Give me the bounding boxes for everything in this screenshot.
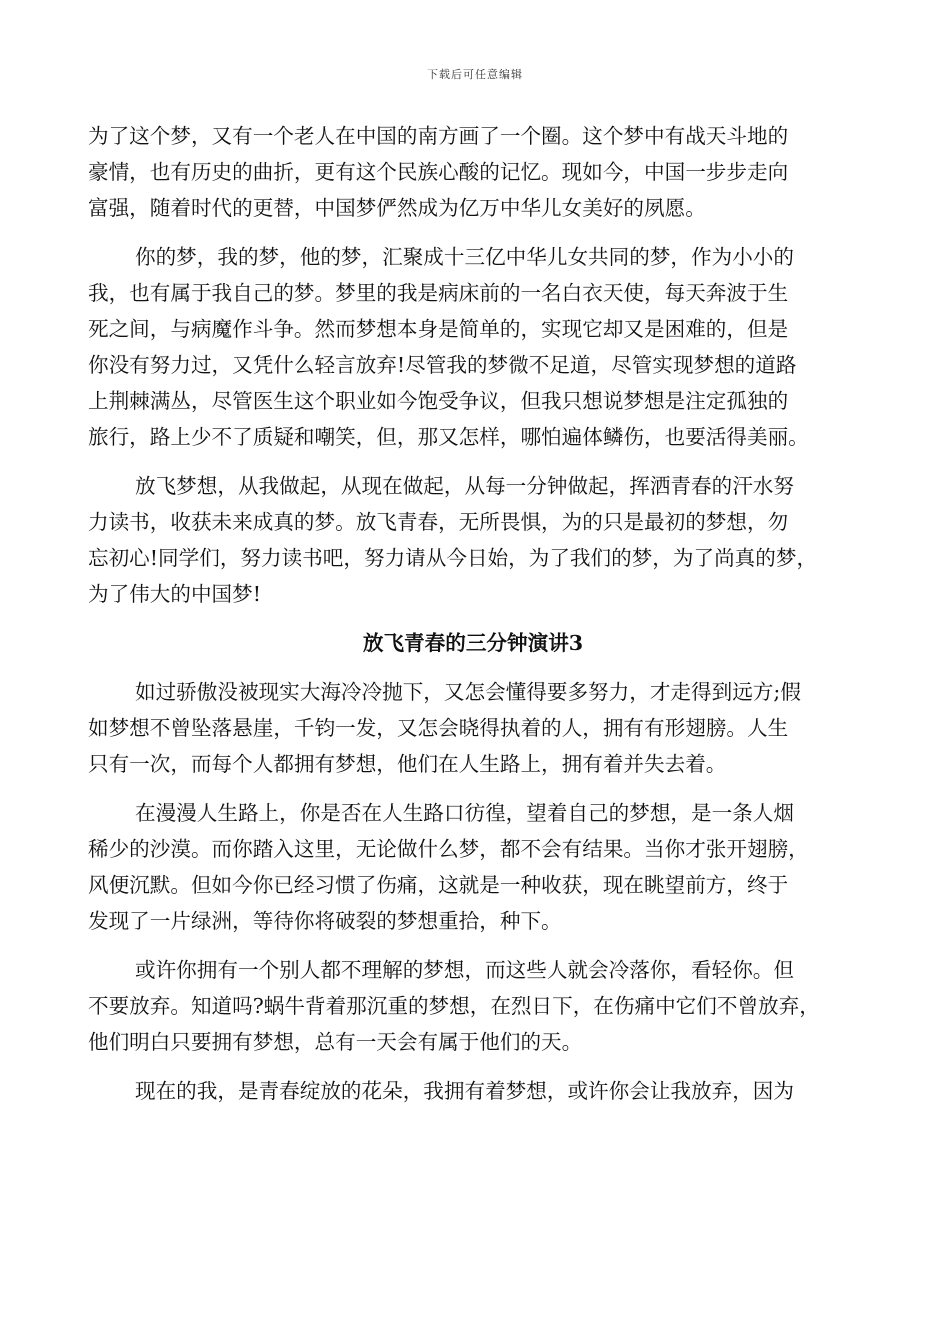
text-line: 发现了一片绿洲，等待你将破裂的梦想重拾，种下。 <box>88 909 562 933</box>
document-body <box>88 118 858 1122</box>
text-line: 或许你拥有一个别人都不理解的梦想，而这些人就会冷落你，看轻你。但 <box>135 958 794 982</box>
text-line: 为了伟大的中国梦! <box>88 582 262 606</box>
paragraph <box>88 239 858 455</box>
text-line: 风便沉默。但如今你已经习惯了伤痛，这就是一种收获，现在眺望前方，终于 <box>88 873 789 897</box>
text-line: 我，也有属于我自己的梦。梦里的我是病床前的一名白衣天使，每天奔波于生 <box>88 281 789 305</box>
text-line: 豪情，也有历史的曲折，更有这个民族心酸的记忆。现如今，中国一步步走向 <box>88 160 789 184</box>
text-line: 现在的我，是青春绽放的花朵，我拥有着梦想，或许你会让我放弃，因为 <box>135 1079 794 1103</box>
text-line: 如过骄傲没被现实大海冷冷抛下，又怎会懂得要多努力，才走得到远方;假 <box>135 680 801 704</box>
section-heading: 放飞青春的三分钟演讲3 <box>362 631 584 655</box>
text-line: 放飞梦想，从我做起，从现在做起，从每一分钟做起，挥洒青春的汗水努 <box>135 474 794 498</box>
text-line: 上荆棘满丛，尽管医生这个职业如今饱受争议，但我只想说梦想是注定孤独的 <box>88 389 789 413</box>
text-line: 为了这个梦，又有一个老人在中国的南方画了一个圈。这个梦中有战天斗地的 <box>88 124 789 148</box>
paragraph <box>88 795 858 939</box>
paragraph <box>88 674 858 782</box>
paragraph <box>88 952 858 1060</box>
text-line: 如梦想不曾坠落悬崖，千钧一发，又怎会晓得执着的人，拥有有形翅膀。人生 <box>88 716 789 740</box>
text-line: 只有一次，而每个人都拥有梦想，他们在人生路上，拥有着并失去着。 <box>88 752 727 776</box>
text-line: 富强，随着时代的更替，中国梦俨然成为亿万中华儿女美好的夙愿。 <box>88 196 706 220</box>
section-after <box>88 674 858 1109</box>
text-line: 不要放弃。知道吗?蜗牛背着那沉重的梦想，在烈日下，在伤痛中它们不曾放弃， <box>88 994 820 1018</box>
text-line: 你没有努力过，又凭什么轻言放弃!尽管我的梦微不足道，尽管实现梦想的道路 <box>88 353 797 377</box>
page-header-note: 下载后可任意编辑 <box>427 68 523 81</box>
paragraph <box>88 118 858 226</box>
text-line: 力读书，收获未来成真的梦。放飞青春，无所畏惧，为的只是最初的梦想，勿 <box>88 510 789 534</box>
paragraph <box>88 1073 858 1109</box>
text-line: 在漫漫人生路上，你是否在人生路口彷徨，望着自己的梦想，是一条人烟 <box>135 801 794 825</box>
text-line: 他们明白只要拥有梦想，总有一天会有属于他们的天。 <box>88 1030 583 1054</box>
text-line: 你的梦，我的梦，他的梦，汇聚成十三亿中华儿女共同的梦，作为小小的 <box>135 245 794 269</box>
text-line: 旅行，路上少不了质疑和嘲笑，但，那又怎样，哪怕遍体鳞伤，也要活得美丽。 <box>88 425 809 449</box>
section-before <box>88 118 858 612</box>
paragraph <box>88 468 858 612</box>
text-line: 忘初心!同学们，努力读书吧，努力请从今日始，为了我们的梦，为了尚真的梦， <box>88 546 818 570</box>
text-line: 死之间，与病魔作斗争。然而梦想本身是简单的，实现它却又是困难的，但是 <box>88 317 789 341</box>
text-line: 稀少的沙漠。而你踏入这里，无论做什么梦，都不会有结果。当你才张开翅膀， <box>88 837 809 861</box>
